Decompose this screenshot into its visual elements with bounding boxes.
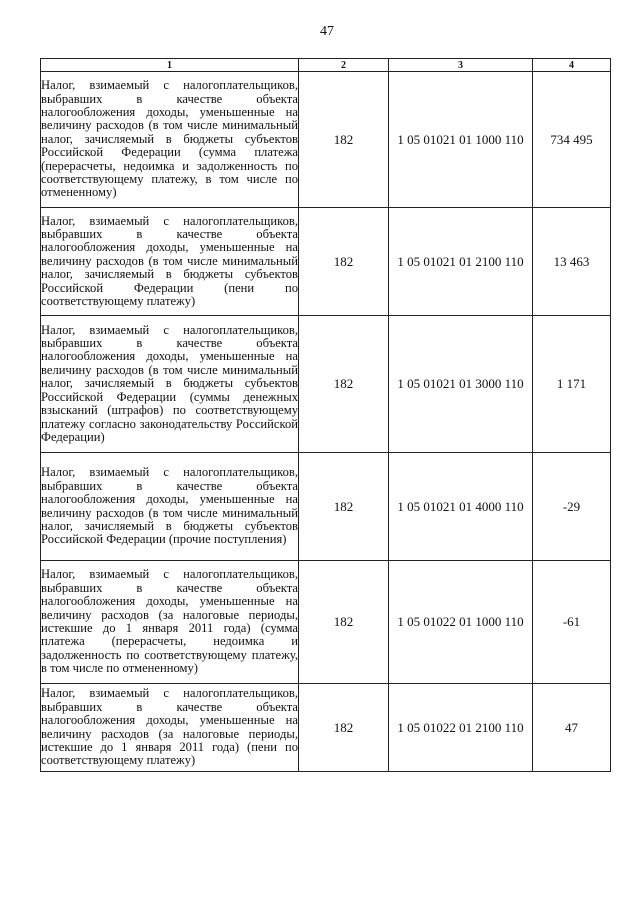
column-header-3: 3 — [389, 59, 533, 72]
row-admin-code: 182 — [299, 561, 389, 684]
table-header-row — [41, 59, 611, 72]
table-row — [41, 316, 611, 453]
row-description: Налог, взимаемый с налогоплательщиков, выбравших в качестве объекта налогообложения доходы, уменьшенные на величину расходов (в том числе минимальный налог, зачисляемый в бюджеты субъектов Российской Федерации (пени по соответствующему платежу) — [41, 208, 299, 316]
row-amount: 734 495 — [533, 72, 611, 208]
row-amount: 47 — [533, 684, 611, 772]
row-admin-code: 182 — [299, 72, 389, 208]
row-admin-code: 182 — [299, 684, 389, 772]
table-row — [41, 72, 611, 208]
row-admin-code: 182 — [299, 453, 389, 561]
row-description: Налог, взимаемый с налогоплательщиков, выбравших в качестве объекта налогообложения доходы, уменьшенные на величину расходов (за налоговые периоды, истекшие до 1 января 2011 года) (пени по соответствующему платежу) — [41, 684, 299, 772]
table-row — [41, 684, 611, 772]
column-header-2: 2 — [299, 59, 389, 72]
row-admin-code: 182 — [299, 316, 389, 453]
table-row — [41, 208, 611, 316]
row-description: Налог, взимаемый с налогоплательщиков, выбравших в качестве объекта налогообложения доходы, уменьшенные на величину расходов (в том числе минимальный налог, зачисляемый в бюджеты субъектов Российской Федерации (сумма платежа (перерасчеты, недоимка и задолженность по соответствующему платежу, в том числе по отмененному) — [41, 72, 299, 208]
column-header-1: 1 — [41, 59, 299, 72]
row-admin-code: 182 — [299, 208, 389, 316]
row-kbk: 1 05 01022 01 2100 110 — [389, 684, 533, 772]
row-kbk: 1 05 01021 01 1000 110 — [389, 72, 533, 208]
table-row — [41, 561, 611, 684]
row-amount: -29 — [533, 453, 611, 561]
row-kbk: 1 05 01022 01 1000 110 — [389, 561, 533, 684]
row-amount: 1 171 — [533, 316, 611, 453]
row-kbk: 1 05 01021 01 4000 110 — [389, 453, 533, 561]
revenue-table — [40, 58, 611, 772]
column-header-4: 4 — [533, 59, 611, 72]
row-amount: -61 — [533, 561, 611, 684]
row-amount: 13 463 — [533, 208, 611, 316]
row-description: Налог, взимаемый с налогоплательщиков, выбравших в качестве объекта налогообложения доходы, уменьшенные на величину расходов (за налоговые периоды, истекшие до 1 января 2011 года) (сумма платежа (перерасчеты, недоимка и задолженность по соответствующему платежу, в том числе по отмененному) — [41, 561, 299, 684]
row-kbk: 1 05 01021 01 3000 110 — [389, 316, 533, 453]
row-description: Налог, взимаемый с налогоплательщиков, выбравших в качестве объекта налогообложения доходы, уменьшенные на величину расходов (в том числе минимальный налог, зачисляемый в бюджеты субъектов Российской Федерации (прочие поступления) — [41, 453, 299, 561]
row-description: Налог, взимаемый с налогоплательщиков, выбравших в качестве объекта налогообложения доходы, уменьшенные на величину расходов (в том числе минимальный налог, зачисляемый в бюджеты субъектов Российской Федерации (суммы денежных взысканий (штрафов) по соответствующему платежу согласно законодательству Российской Федерации) — [41, 316, 299, 453]
table-row — [41, 453, 611, 561]
row-kbk: 1 05 01021 01 2100 110 — [389, 208, 533, 316]
page-number: 47 — [320, 24, 334, 39]
